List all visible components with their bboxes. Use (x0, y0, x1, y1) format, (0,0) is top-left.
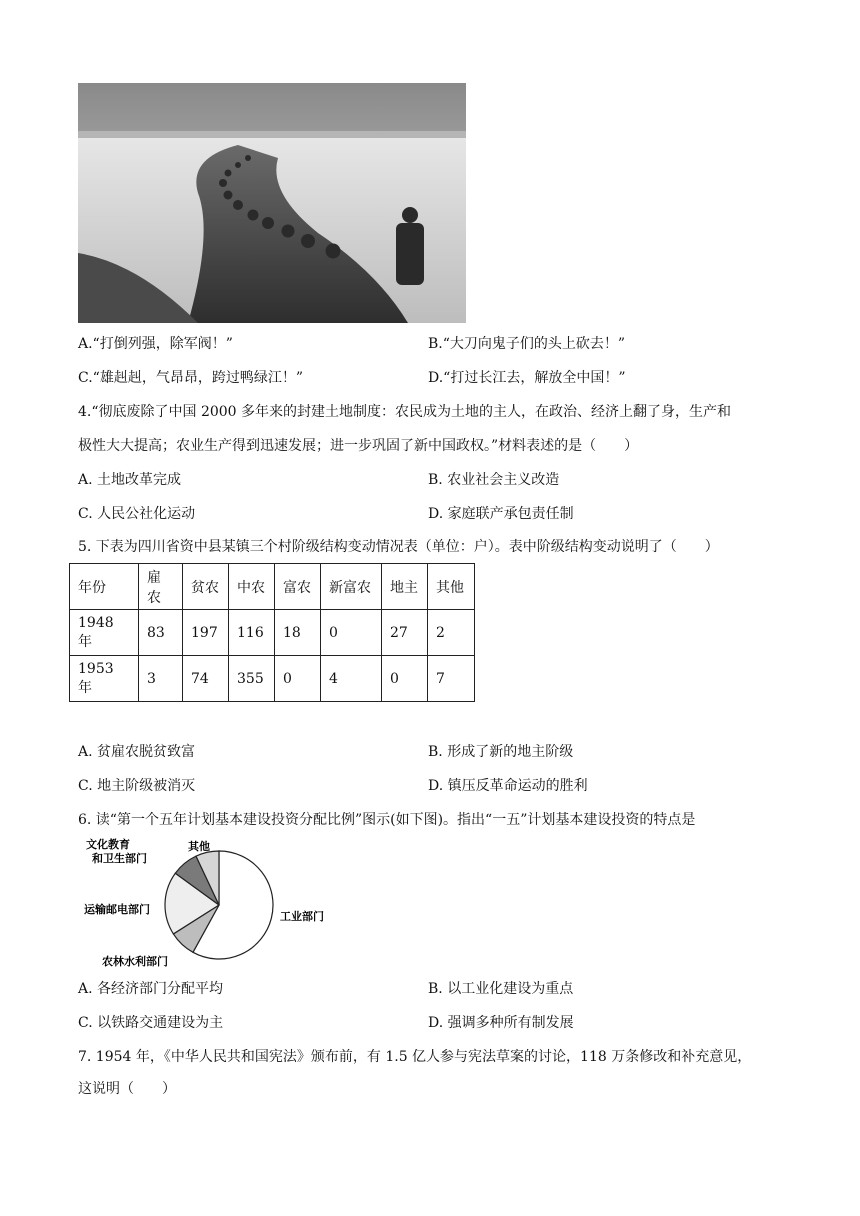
q5-option-b: B. 形成了新的地主阶级 (428, 744, 574, 760)
pie-label-culture-line1: 文化教育 (86, 838, 130, 851)
table-cell: 0 (321, 610, 382, 656)
table-cell: 7 (428, 656, 475, 702)
q6-stem: 6. 读“第一个五年计划基本建设投资分配比例”图示(如下图)。指出“一五”计划基本建设投资的特点是 (78, 812, 696, 828)
table-header-row (70, 564, 475, 610)
table-cell: 83 (139, 610, 183, 656)
header-cell: 地主 (382, 564, 428, 610)
q4-option-d: D. 家庭联产承包责任制 (428, 506, 574, 522)
table-cell: 0 (275, 656, 321, 702)
historical-photo (78, 83, 466, 323)
header-cell: 新富农 (321, 564, 382, 610)
q4-option-b: B. 农业社会主义改造 (428, 472, 560, 488)
pie-label-industry: 工业部门 (280, 910, 324, 923)
header-cell: 富农 (275, 564, 321, 610)
table-cell: 1948 年 (70, 610, 139, 656)
q6-option-a: A. 各经济部门分配平均 (78, 981, 224, 997)
table-cell: 1953 年 (70, 656, 139, 702)
q4-stem-line1: 4.“彻底废除了中国 2000 多年来的封建土地制度：农民成为土地的主人，在政治、经济上翻了身，生产和 (78, 404, 732, 420)
q3-option-b: B.“大刀向鬼子们的头上砍去！” (428, 336, 626, 352)
q4-stem-line2: 极性大大提高；农业生产得到迅速发展；进一步巩固了新中国政权。”材料表述的是（ ） (78, 438, 639, 454)
table-cell: 0 (382, 656, 428, 702)
q5-stem: 5. 下表为四川省资中县某镇三个村阶级结构变动情况表（单位：户）。表中阶级结构变动说明了（ ） (78, 539, 719, 555)
table-row (70, 610, 475, 656)
header-cell: 其他 (428, 564, 475, 610)
table-cell: 18 (275, 610, 321, 656)
q6-option-b: B. 以工业化建设为重点 (428, 981, 574, 997)
table-cell: 197 (183, 610, 229, 656)
q3-option-a: A.“打倒列强，除军阀！” (78, 336, 233, 352)
class-structure-table (69, 563, 475, 702)
q4-option-c: C. 人民公社化运动 (78, 506, 196, 522)
q6-option-c: C. 以铁路交通建设为主 (78, 1015, 224, 1031)
pie-label-transport: 运输邮电部门 (84, 903, 150, 916)
table-row (70, 656, 475, 702)
q4-option-a: A. 土地改革完成 (78, 472, 182, 488)
q5-option-a: A. 贫雇农脱贫致富 (78, 744, 196, 760)
header-cell: 中农 (229, 564, 275, 610)
table-cell: 27 (382, 610, 428, 656)
table-cell: 2 (428, 610, 475, 656)
q7-stem-line1: 7. 1954 年，《中华人民共和国宪法》颁布前，有 1.5 亿人参与宪法草案的讨论，118 万条修改和补充意见， (78, 1049, 752, 1065)
header-cell: 年份 (70, 564, 139, 610)
pie-label-other: 其他 (188, 840, 210, 853)
header-cell: 贫农 (183, 564, 229, 610)
q3-option-d: D.“打过长江去，解放全中国！” (428, 370, 626, 386)
q5-option-d: D. 镇压反革命运动的胜利 (428, 778, 588, 794)
table-cell: 116 (229, 610, 275, 656)
pie-label-culture-line2: 和卫生部门 (92, 852, 147, 865)
header-cell: 雇农 (139, 564, 183, 610)
q3-option-c: C.“雄赳赳，气昂昂，跨过鸭绿江！” (78, 370, 303, 386)
q7-stem-line2: 这说明（ ） (78, 1081, 176, 1097)
pie-label-agriculture: 农林水利部门 (102, 955, 168, 968)
table-cell: 355 (229, 656, 275, 702)
q5-option-c: C. 地主阶级被消灭 (78, 778, 196, 794)
investment-pie-chart (78, 834, 348, 974)
table-cell: 4 (321, 656, 382, 702)
table-cell: 74 (183, 656, 229, 702)
table-cell: 3 (139, 656, 183, 702)
q6-option-d: D. 强调多种所有制发展 (428, 1015, 574, 1031)
